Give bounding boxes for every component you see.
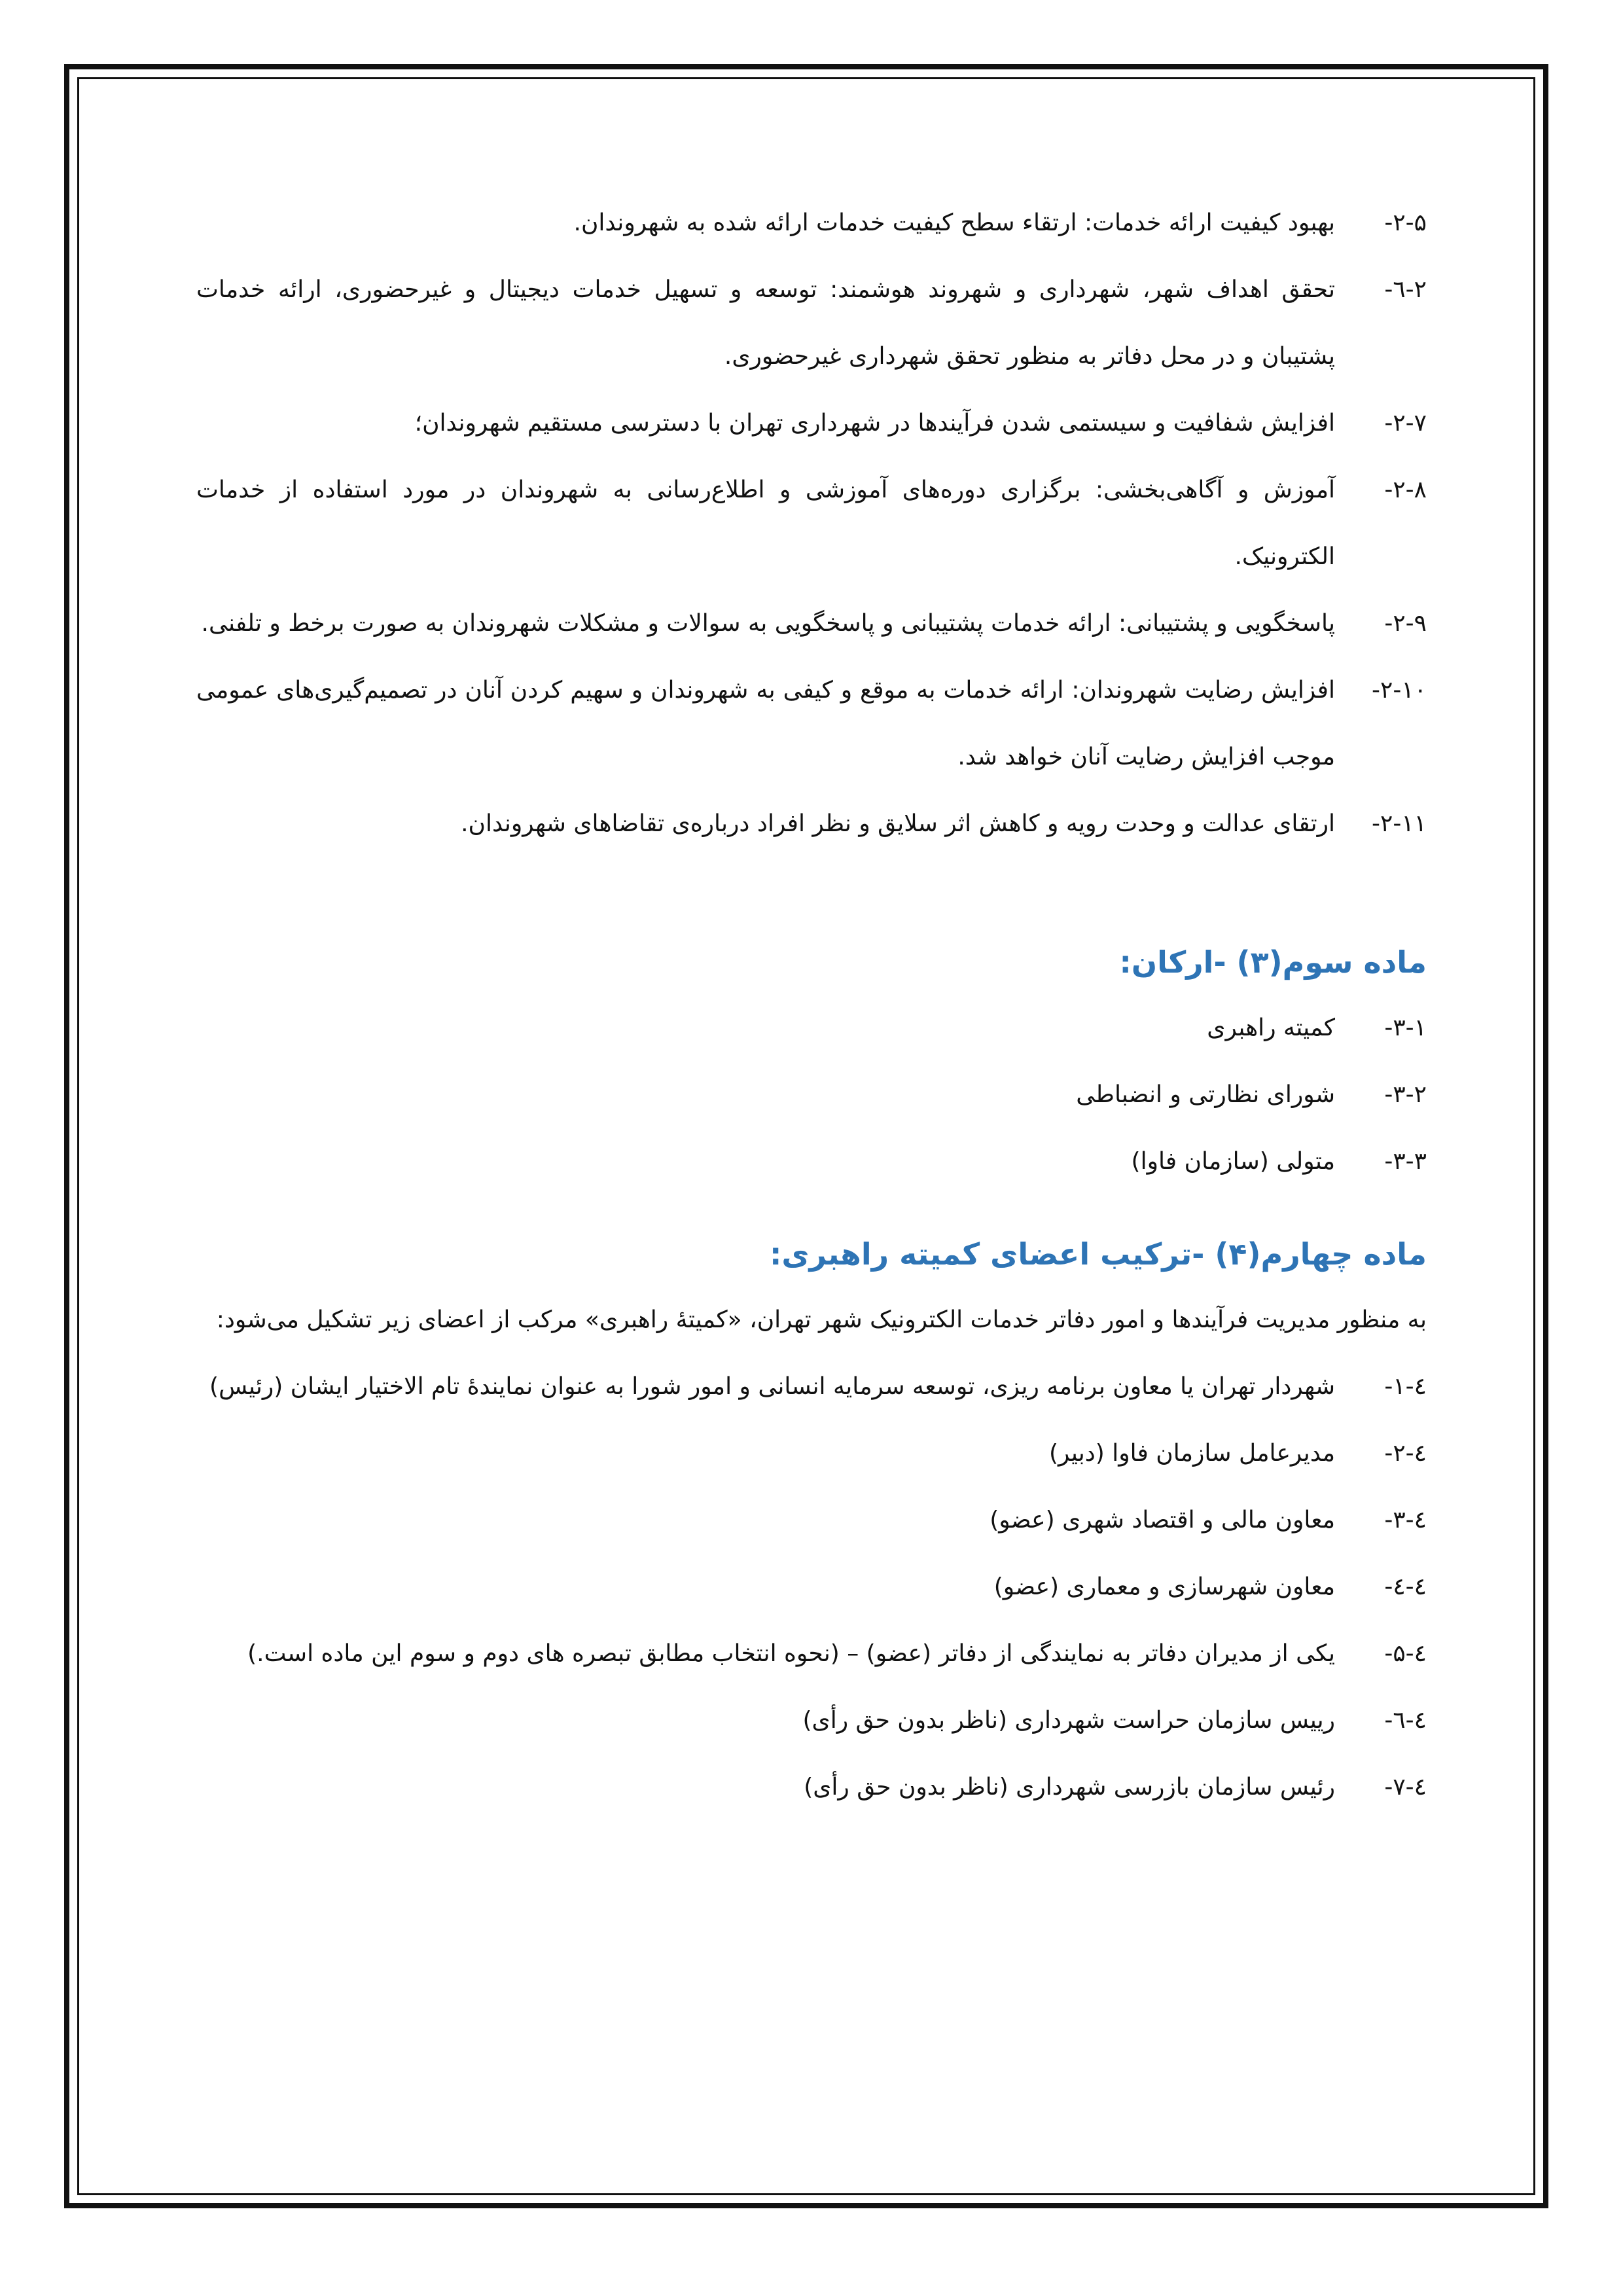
item-text: رئیس سازمان بازرسی شهرداری (ناظر بدون حق رأی): [804, 1774, 1335, 1801]
item-text: رییس سازمان حراست شهرداری (ناظر بدون حق رأی): [802, 1707, 1335, 1734]
item-text: معاون مالی و اقتصاد شهری (عضو): [990, 1507, 1335, 1534]
article4-heading: ماده چهارم(۴) -ترکیب اعضای کمیته راهبری:: [770, 1236, 1427, 1272]
list-item-2-5: [196, 190, 1427, 257]
item-text: افزایش رضایت شهروندان: ارائه خدمات به موقع و کیفی به شهروندان و سهیم کردن آنان در تصمیم‌گیری‌های عمومی موجب افزایش رضایت آنان خواهد شد.: [196, 677, 1335, 770]
item-number: ٤-٤-: [1384, 1573, 1427, 1600]
list-item-4-5: [196, 1621, 1427, 1687]
item-text: شهردار تهران یا معاون برنامه ریزی، توسعه سرمایه انسانی و امور شورا به عنوان نمایندهٔ تام الاختیار ایشان (رئیس): [209, 1373, 1335, 1400]
item-text: متولی (سازمان فاوا): [1131, 1148, 1335, 1175]
item-number: ۳-۳-: [1384, 1148, 1427, 1175]
list-item-2-11: [196, 791, 1427, 857]
item-number: ۲-۱۱-: [1372, 810, 1427, 837]
article3-heading: ماده سوم(۳) -ارکان:: [1119, 944, 1427, 980]
list-item-3-3: [196, 1128, 1427, 1195]
item-number: ۲-۵-: [1384, 209, 1427, 236]
item-text: بهبود کیفیت ارائه خدمات: ارتقاء سطح کیفیت خدمات ارائه شده به شهروندان.: [573, 209, 1335, 236]
spacer: [196, 1195, 1427, 1221]
list-item-2-7: [196, 390, 1427, 457]
item-number: ٤-۲-: [1384, 1440, 1427, 1467]
item-text: پاسخگویی و پشتیبانی: ارائه خدمات پشتیبانی و پاسخگویی به سوالات و مشکلات شهروندان به صورت برخط و تلفنی.: [201, 610, 1335, 637]
item-number: ٤-۳-: [1384, 1507, 1427, 1534]
list-item-2-6: [196, 257, 1427, 390]
item-number: ۳-۲-: [1384, 1081, 1427, 1108]
section2-list: [196, 190, 1427, 857]
item-number: ٤-۵-: [1384, 1640, 1427, 1667]
item-number: ۲-٦-: [1384, 276, 1427, 303]
list-item-4-1: [196, 1354, 1427, 1420]
item-text: افزایش شفافیت و سیستمی شدن فرآیندها در شهرداری تهران با دسترسی مستقیم شهروندان؛: [414, 410, 1335, 437]
list-item-4-3: [196, 1487, 1427, 1554]
article4-intro: به منظور مدیریت فرآیندها و امور دفاتر خدمات الکترونیک شهر تهران، «کمیتهٔ راهبری» مرکب از اعضای زیر تشکیل می‌شود:: [216, 1306, 1427, 1333]
item-number: ٤-۱-: [1384, 1373, 1427, 1400]
list-item-4-6: [196, 1687, 1427, 1754]
list-item-3-1: [196, 995, 1427, 1062]
item-text: کمیته راهبری: [1207, 1014, 1335, 1041]
item-text: مدیرعامل سازمان فاوا (دبیر): [1048, 1440, 1335, 1467]
item-text: تحقق اهداف شهر، شهرداری و شهروند هوشمند: توسعه و تسهیل خدمات دیجیتال و غیرحضوری، ارائه خدمات پشتیبان و در محل دفاتر به منظور تحقق شهرداری غیرحضوری.: [196, 276, 1335, 370]
item-number: ۲-۷-: [1384, 410, 1427, 437]
item-number: ٤-٦-: [1384, 1707, 1427, 1734]
list-item-2-10: [196, 657, 1427, 791]
item-text: معاون شهرسازی و معماری (عضو): [993, 1573, 1335, 1600]
list-item-3-2: [196, 1062, 1427, 1128]
item-text: ارتقای عدالت و وحدت رویه و کاهش اثر سلایق و نظر افراد درباره‌ی تقاضاهای شهروندان.: [461, 810, 1335, 837]
document-body: [196, 190, 1427, 1821]
article3-list: [196, 995, 1427, 1195]
item-number: ٤-۷-: [1384, 1774, 1427, 1801]
list-item-4-2: [196, 1420, 1427, 1487]
item-number: ۲-۹-: [1384, 610, 1427, 637]
list-item-4-7: [196, 1754, 1427, 1821]
item-number: ۳-۱-: [1384, 1014, 1427, 1041]
article4-list: [196, 1354, 1427, 1821]
list-item-2-9: [196, 590, 1427, 657]
item-text: شورای نظارتی و انضباطی: [1076, 1081, 1335, 1108]
item-text: آموزش و آگاهی‌بخشی: برگزاری دوره‌های آموزشی و اطلاع‌رسانی به شهروندان در مورد استفاده از خدمات الکترونیک.: [196, 476, 1335, 570]
item-number: ۲-۸-: [1384, 476, 1427, 503]
list-item-4-4: [196, 1554, 1427, 1621]
item-number: ۲-۱۰-: [1372, 677, 1427, 704]
spacer: [196, 857, 1427, 929]
item-text: یکی از مدیران دفاتر به نمایندگی از دفاتر (عضو) – (نحوه انتخاب مطابق تبصره های دوم و سوم این ماده است.): [247, 1640, 1335, 1667]
list-item-2-8: [196, 457, 1427, 590]
